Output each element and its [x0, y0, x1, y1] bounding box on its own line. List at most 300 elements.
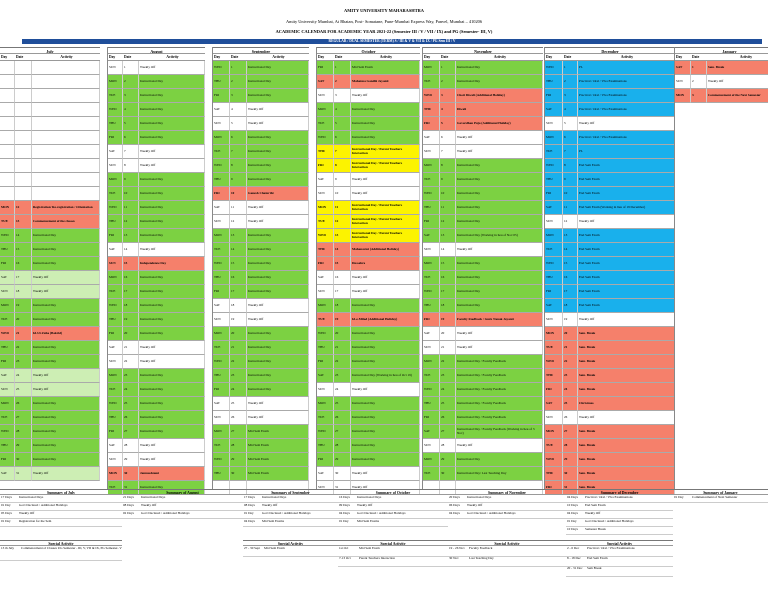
day-cell-day: SAT — [423, 229, 440, 243]
day-cell-date: 6 — [440, 131, 456, 145]
day-cell-date: 25 — [563, 397, 578, 411]
day-cell-date: 7 — [123, 145, 139, 159]
day-cell-date: 26 — [123, 411, 139, 425]
day-cell-date: 19 — [15, 299, 32, 313]
day-cell-activity: Instructional Day — [247, 285, 309, 299]
special-activity-date: 20 - 31 Dec — [566, 567, 586, 577]
day-cell-date: 2 — [230, 75, 247, 89]
day-cell-date: 27 — [123, 425, 139, 439]
day-cell-date: 2 — [440, 75, 456, 89]
day-cell-activity: Mid Sem Exam — [247, 439, 309, 453]
month-header-july: July — [0, 47, 100, 54]
day-cell-activity: Instructional Day (Working in lieu of Oct 19) — [351, 369, 420, 383]
day-cell-activity: Weekly Off — [247, 299, 309, 313]
day-cell-day: TUE — [545, 341, 563, 355]
day-cell-activity: Weekly Off — [32, 271, 100, 285]
day-cell-activity — [32, 187, 100, 201]
column-header-date: Date — [440, 54, 456, 61]
day-cell-activity: Instructional Day / Parent Teachers Interaction — [351, 145, 420, 159]
day-cell-date: 29 — [334, 453, 351, 467]
day-cell-date: 11 — [334, 201, 351, 215]
day-cell-date: 14 — [440, 243, 456, 257]
day-cell-day: SAT — [545, 299, 563, 313]
day-cell-date: 11 — [230, 201, 247, 215]
day-cell-activity: Instructional Day — [32, 257, 100, 271]
day-cell-date: 1 — [334, 61, 351, 75]
day-cell-activity: Instructional Day — [351, 411, 420, 425]
day-cell-date: 10 — [563, 187, 578, 201]
day-cell-date: 8 — [123, 159, 139, 173]
day-cell-day: SAT — [108, 341, 123, 355]
day-cell-activity: Weekly Off — [139, 355, 205, 369]
day-cell-date: 17 — [334, 285, 351, 299]
day-cell-day: TUE — [213, 341, 230, 355]
day-cell-day: SAT — [213, 397, 230, 411]
day-cell-day: FRI — [108, 425, 123, 439]
day-cell-day — [0, 173, 15, 187]
column-header-activity: Activity — [247, 54, 309, 61]
day-cell-activity: Instructional Day — [139, 117, 205, 131]
day-cell-activity: End Sem Exam — [578, 229, 675, 243]
column-header-date: Date — [123, 54, 139, 61]
month-header-november: November — [423, 47, 543, 54]
summary-count: 04 Days — [566, 495, 584, 503]
day-cell-date: 26 — [334, 411, 351, 425]
day-cell-activity: Instructional Day — [32, 299, 100, 313]
day-cell-day: FRI — [423, 117, 440, 131]
special-activity-header: Special Activity — [338, 540, 448, 546]
day-cell-day: TUE — [108, 481, 123, 495]
summary-label: Govt Declared / Additional Holidays — [261, 511, 338, 519]
special-activity-date: 30 Nov — [448, 557, 468, 567]
month-divider — [674, 47, 675, 489]
summary-count: 01 Day — [0, 519, 18, 527]
day-cell-date: 19 — [440, 313, 456, 327]
day-cell-day: TUE — [317, 117, 334, 131]
day-cell-activity: Weekly Off — [351, 271, 420, 285]
day-cell-date: 25 — [334, 397, 351, 411]
column-header-activity: Activity — [578, 54, 675, 61]
day-cell-activity: Weekly Off — [32, 467, 100, 481]
day-cell-day: TUE — [317, 215, 334, 229]
day-cell-day: WED — [108, 103, 123, 117]
day-cell-day: THU — [213, 75, 230, 89]
day-cell-activity: Weekly Off — [247, 397, 309, 411]
day-cell-date: 2 — [563, 75, 578, 89]
day-cell-date: 30 — [440, 467, 456, 481]
day-cell-date: 24 — [440, 383, 456, 397]
day-cell-date: 24 — [334, 383, 351, 397]
summary-count: 02 Days — [122, 511, 140, 519]
day-cell-activity: Instructional Day / Faculty Feedback — [456, 411, 543, 425]
day-cell-activity: Instructional Day — [456, 187, 543, 201]
day-cell-date: 16 — [15, 257, 32, 271]
day-cell-activity: Instructional Day — [351, 355, 420, 369]
column-header-date: Date — [563, 54, 578, 61]
day-cell-date: 24 — [15, 369, 32, 383]
day-cell-day: SUN — [545, 117, 563, 131]
column-header-activity: Activity — [139, 54, 205, 61]
day-cell-date: 12 — [563, 215, 578, 229]
day-cell-activity: End Sem Exam — [578, 159, 675, 173]
day-cell-activity: Sem. Break — [578, 425, 675, 439]
day-cell-date: 11 — [563, 201, 578, 215]
day-cell-date: 29 — [563, 453, 578, 467]
day-cell-day: WED — [0, 229, 15, 243]
summary-header-july: Summary of July — [0, 489, 122, 495]
day-cell-day: FRI — [423, 313, 440, 327]
column-header-activity: Activity — [456, 54, 543, 61]
day-cell-activity: Weekly Off — [139, 159, 205, 173]
day-cell-activity: Commencement of the classes — [32, 215, 100, 229]
day-cell-date: 3 — [691, 89, 707, 103]
day-cell-date: 27 — [440, 425, 456, 439]
day-cell-activity: Instructional Day — [247, 355, 309, 369]
day-cell-activity — [32, 61, 100, 75]
day-cell-date: 18 — [440, 299, 456, 313]
day-cell-day: FRI — [545, 187, 563, 201]
day-cell-date: 26 — [15, 397, 32, 411]
day-cell-activity: Weekly Off — [456, 145, 543, 159]
day-cell-activity: Mid Sem Exam — [247, 425, 309, 439]
day-cell-date: 1 — [563, 61, 578, 75]
day-cell-activity: Govardhan Puja (Additional Holiday) — [456, 117, 543, 131]
day-cell-activity: Weekly Off — [456, 341, 543, 355]
day-cell-date: 1 — [123, 61, 139, 75]
day-cell-day: SAT — [423, 425, 440, 439]
day-cell-day: WED — [545, 257, 563, 271]
day-cell-date: 10 — [440, 187, 456, 201]
day-cell-day: TUE — [108, 89, 123, 103]
day-cell-day: SUN — [108, 257, 123, 271]
day-cell-activity: Instructional Day — [247, 131, 309, 145]
day-cell-day: MON — [545, 229, 563, 243]
day-cell-day: MON — [317, 299, 334, 313]
day-cell-date: 8 — [334, 159, 351, 173]
day-cell-activity: Instructional Day — [351, 397, 420, 411]
day-cell-day: MON — [423, 355, 440, 369]
summary-label: Weekly Off — [466, 503, 566, 511]
day-cell-day: MON — [0, 397, 15, 411]
day-cell-date: 4 — [440, 103, 456, 117]
day-cell-day: SUN — [675, 75, 691, 89]
day-cell-date: 9 — [563, 173, 578, 187]
day-cell-day: SUN — [317, 187, 334, 201]
day-cell-day: SAT — [213, 299, 230, 313]
day-cell-day: FRI — [0, 453, 15, 467]
day-cell-day: SAT — [423, 131, 440, 145]
day-cell-date: 3 — [230, 89, 247, 103]
day-cell-day: TUE — [423, 369, 440, 383]
day-cell-date: 26 — [440, 411, 456, 425]
day-cell-date: 5 — [230, 117, 247, 131]
day-cell-day: SAT — [545, 103, 563, 117]
day-cell-date — [15, 187, 32, 201]
day-cell-activity: Weekly Off — [578, 117, 675, 131]
day-cell-day: TUE — [423, 173, 440, 187]
day-cell-activity: Instructional Day / Parent Teachers Interaction — [351, 201, 420, 215]
day-cell-date — [15, 61, 32, 75]
day-cell-date: 8 — [563, 159, 578, 173]
day-cell-activity: Instructional Day — [351, 425, 420, 439]
day-cell-date: 25 — [15, 383, 32, 397]
summary-label: Govt Declared / Additional Holidays — [356, 511, 448, 519]
special-activity-date: 8 - 18 Dec — [566, 557, 586, 567]
day-cell-day: WED — [108, 299, 123, 313]
day-cell-date — [15, 117, 32, 131]
day-cell-activity: Mid Sem Exam — [351, 61, 420, 75]
day-cell-day: THU — [0, 439, 15, 453]
day-cell-activity: Instructional Day — [139, 411, 205, 425]
summary-label: Semester Break — [584, 527, 673, 535]
day-cell-day — [0, 117, 15, 131]
day-cell-day: TUE — [108, 383, 123, 397]
column-header-day: Day — [675, 54, 691, 61]
day-cell-day: SAT — [317, 369, 334, 383]
day-cell-day: FRI — [108, 327, 123, 341]
day-cell-date — [15, 75, 32, 89]
day-cell-activity: Ganesh Chaturthi — [247, 187, 309, 201]
day-cell-day: SUN — [108, 61, 123, 75]
column-header-date: Date — [334, 54, 351, 61]
day-cell-day: THU — [545, 369, 563, 383]
summary-label: Govt Declared / Additional Holidays — [18, 503, 122, 511]
column-header-activity: Activity — [351, 54, 420, 61]
day-cell-day: TUE — [317, 313, 334, 327]
summary-label: Govt Declared / Additional Holidays — [140, 511, 243, 519]
day-cell-activity — [32, 159, 100, 173]
day-cell-activity: Weekly Off — [139, 145, 205, 159]
day-cell-activity: End Sem Exam — [578, 243, 675, 257]
day-cell-day: SAT — [545, 397, 563, 411]
day-cell-activity: Faculty Feedback / Guru Nanak Jayanti — [456, 313, 543, 327]
day-cell-day: MON — [317, 103, 334, 117]
day-cell-day: WED — [545, 453, 563, 467]
summary-label: Govt Declared / Additional Holidays — [584, 519, 673, 527]
day-cell-date: 3 — [563, 89, 578, 103]
day-cell-activity: Instructional Day — [32, 341, 100, 355]
day-cell-date: 4 — [230, 103, 247, 117]
day-cell-activity: Instructional Day — [247, 61, 309, 75]
day-cell-date: 20 — [123, 327, 139, 341]
day-cell-activity: Instructional Day — [139, 201, 205, 215]
day-cell-date: 5 — [123, 117, 139, 131]
day-cell-day: WED — [0, 327, 15, 341]
day-cell-day: FRI — [423, 215, 440, 229]
day-cell-day: WED — [317, 425, 334, 439]
summary-count: 06 Days — [448, 503, 466, 511]
day-cell-date: 28 — [123, 439, 139, 453]
day-cell-day: THU — [0, 243, 15, 257]
day-cell-day: MON — [0, 299, 15, 313]
day-cell-activity: Instructional Day — [456, 201, 543, 215]
day-cell-activity: Sem. Break — [707, 61, 768, 75]
summary-count: 04 Days — [448, 511, 466, 519]
day-cell-activity: Weekly Off — [247, 117, 309, 131]
day-cell-date: 7 — [334, 145, 351, 159]
day-cell-activity: Mid Sem Exam — [247, 467, 309, 481]
day-cell-date: 31 — [334, 481, 351, 495]
day-cell-date: 1 — [691, 61, 707, 75]
day-cell-day: SUN — [317, 89, 334, 103]
day-cell-day: SUN — [423, 341, 440, 355]
day-cell-date: 9 — [230, 173, 247, 187]
day-cell-date: 29 — [440, 453, 456, 467]
day-cell-day: MON — [108, 467, 123, 481]
day-cell-activity: Instructional Day — [351, 453, 420, 467]
day-cell-activity: Instructional Day / Parent Teachers Interaction — [351, 215, 420, 229]
day-cell-day: MON — [0, 201, 15, 215]
day-cell-day — [0, 75, 15, 89]
day-cell-activity — [32, 117, 100, 131]
day-cell-activity: Instructional Day — [139, 75, 205, 89]
day-cell-activity: Instructional Day — [139, 285, 205, 299]
day-cell-day — [0, 187, 15, 201]
month-header-december: December — [545, 47, 675, 54]
day-cell-activity: End Sem Exam (Working in lieu of 19 December) — [578, 201, 675, 215]
day-cell-date: 17 — [123, 285, 139, 299]
day-cell-activity: Instructional Day — [247, 369, 309, 383]
special-activity-date: 13 th July — [0, 547, 20, 561]
day-cell-date: 20 — [230, 327, 247, 341]
day-cell-date: 6 — [230, 131, 247, 145]
day-cell-date: 21 — [230, 341, 247, 355]
day-cell-activity — [32, 131, 100, 145]
day-cell-day: THU — [545, 75, 563, 89]
day-cell-activity: Instructional Day — [456, 453, 543, 467]
summary-count: 20 Days — [448, 495, 466, 503]
day-cell-date: 24 — [230, 383, 247, 397]
day-cell-date: 13 — [123, 229, 139, 243]
day-cell-date: 13 — [15, 215, 32, 229]
day-cell-activity: Sem. Break — [578, 355, 675, 369]
day-cell-day: MON — [675, 89, 691, 103]
day-cell-activity: Instructional Day — [139, 383, 205, 397]
day-cell-date: 28 — [563, 439, 578, 453]
calendar-header — [0, 0, 768, 47]
day-cell-activity: Instructional Day — [139, 173, 205, 187]
day-cell-date: 22 — [123, 355, 139, 369]
day-cell-date: 20 — [440, 327, 456, 341]
day-cell-activity: Mahatma Gandhi Jayanti — [351, 75, 420, 89]
day-cell-activity: Instructional Day — [139, 229, 205, 243]
day-cell-date: 27 — [563, 425, 578, 439]
day-cell-date: 14 — [230, 243, 247, 257]
summary-label: Practical / Oral / Viva Examinations — [584, 495, 673, 503]
day-cell-activity: Weekly Off — [351, 89, 420, 103]
summary-header-december: Summary of December — [566, 489, 673, 495]
day-cell-date: 12 — [230, 215, 247, 229]
day-cell-date: 31 — [563, 481, 578, 495]
day-cell-day: MON — [545, 327, 563, 341]
day-cell-activity: Weekly Off — [351, 467, 420, 481]
day-cell-activity: Instructional Day — [139, 131, 205, 145]
summary-count: 21 Days — [122, 495, 140, 503]
day-cell-activity: Instructional Day / Faculty Feedback — [456, 397, 543, 411]
day-cell-day: FRI — [317, 257, 334, 271]
column-header-date: Date — [691, 54, 707, 61]
day-cell-date: 22 — [230, 355, 247, 369]
day-cell-date: 15 — [334, 257, 351, 271]
day-cell-date: 9 — [440, 173, 456, 187]
day-cell-date: 20 — [563, 327, 578, 341]
day-cell-activity: Weekly Off — [578, 215, 675, 229]
day-cell-day: TUE — [423, 75, 440, 89]
day-cell-day: MON — [317, 397, 334, 411]
day-cell-activity: Instructional Day / Faculty Feedback — [456, 369, 543, 383]
day-cell-date: 12 — [440, 215, 456, 229]
day-cell-day: SUN — [108, 159, 123, 173]
day-cell-activity: Instructional Day — [456, 285, 543, 299]
day-cell-date — [15, 103, 32, 117]
summary-count: 01 Day — [338, 519, 356, 527]
special-activity-date: 1st Oct — [338, 547, 358, 557]
day-cell-day: WED — [0, 425, 15, 439]
day-cell-day: SAT — [317, 173, 334, 187]
special-activity-header: Special Activity — [0, 540, 122, 546]
day-cell-activity: Instructional Day — [247, 229, 309, 243]
day-cell-date: 15 — [563, 257, 578, 271]
summary-header-august: Summary of August — [122, 489, 243, 495]
day-cell-day: FRI — [108, 229, 123, 243]
special-activity-label: Practical / Oral / Viva Examinations — [586, 547, 673, 557]
day-cell-day: TUE — [0, 313, 15, 327]
day-cell-activity: Dussehra — [351, 257, 420, 271]
day-cell-day: MON — [213, 327, 230, 341]
summary-header-november: Summary of November — [448, 489, 566, 495]
summary-label: Commencement of Next Semester — [691, 495, 768, 503]
day-cell-day: SUN — [317, 481, 334, 495]
day-cell-activity: Instructional Day — [351, 341, 420, 355]
day-cell-activity: Weekly Off — [32, 285, 100, 299]
monthly-summary — [0, 489, 768, 539]
special-activity-label: Parent Teachers Interaction — [358, 557, 448, 567]
day-cell-date: 4 — [334, 103, 351, 117]
day-cell-activity: Weekly Off — [139, 61, 205, 75]
day-cell-activity: Instructional Day — [139, 425, 205, 439]
month-header-august: August — [108, 47, 205, 54]
day-cell-day: TUE — [423, 467, 440, 481]
day-cell-day: SUN — [213, 117, 230, 131]
day-cell-date: 7 — [563, 145, 578, 159]
day-cell-date: 25 — [440, 397, 456, 411]
special-activity-header: Special Activity — [566, 540, 673, 546]
day-cell-activity: Janmashtami — [139, 467, 205, 481]
day-cell-date: 13 — [440, 229, 456, 243]
day-cell-activity: PL — [578, 61, 675, 75]
day-cell-day: SAT — [0, 467, 15, 481]
day-cell-day — [0, 61, 15, 75]
day-cell-date: 16 — [123, 271, 139, 285]
day-cell-day: SAT — [317, 271, 334, 285]
day-cell-activity: Commencement of the Next Semester — [707, 89, 768, 103]
day-cell-day: THU — [317, 243, 334, 257]
day-cell-day — [0, 145, 15, 159]
day-cell-day: SUN — [423, 145, 440, 159]
summary-header-september: Summary of September — [243, 489, 338, 495]
day-cell-date: 30 — [563, 467, 578, 481]
day-cell-date: 28 — [334, 439, 351, 453]
day-cell-date: 22 — [440, 355, 456, 369]
day-cell-activity: Instructional Day — [32, 411, 100, 425]
special-activity-label: Sem Break — [586, 567, 673, 577]
special-activity-label: Commencement of Classes UG Semester - III, V, VII & IX, PG Semester- V — [20, 547, 122, 561]
day-cell-activity: Instructional Day — [32, 229, 100, 243]
day-cell-date: 9 — [123, 173, 139, 187]
day-cell-day: FRI — [317, 355, 334, 369]
day-cell-date: 19 — [123, 313, 139, 327]
summary-label: Instructional Days — [140, 495, 243, 503]
